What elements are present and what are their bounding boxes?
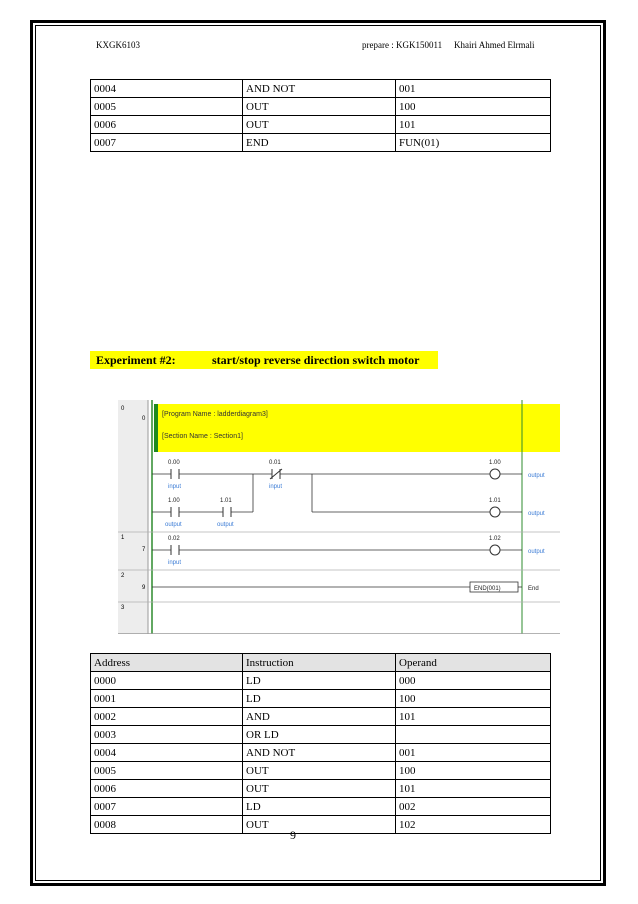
experiment-heading <box>90 351 438 369</box>
column-header-operand: Operand <box>396 654 551 672</box>
table-row <box>91 744 551 762</box>
contact-address: 1.00 <box>168 498 180 504</box>
contact-address: 0.01 <box>269 460 281 466</box>
coil-comment: output <box>528 549 545 555</box>
table-row <box>91 80 551 98</box>
rung-number-column <box>118 400 148 634</box>
coil-comment: output <box>528 473 545 479</box>
instruction-cell: OUT <box>243 116 396 134</box>
column-header-instruction: Instruction <box>243 654 396 672</box>
operand-cell: 100 <box>396 690 551 708</box>
step-number: 0 <box>142 416 146 422</box>
coil-1-02 <box>490 545 500 555</box>
instruction-cell: LD <box>243 690 396 708</box>
operand-cell: 102 <box>396 816 551 834</box>
address-cell: 0000 <box>91 672 243 690</box>
instruction-cell: AND NOT <box>243 744 396 762</box>
header-course: KXGK6103 <box>96 40 140 50</box>
operand-cell: 100 <box>396 98 551 116</box>
table-row <box>91 780 551 798</box>
operand-cell: 001 <box>396 744 551 762</box>
table-row <box>91 762 551 780</box>
contact-comment: output <box>165 522 182 528</box>
contact-comment: output <box>217 522 234 528</box>
instruction-cell: OUT <box>243 816 396 834</box>
operand-cell: 001 <box>396 80 551 98</box>
operand-cell: 002 <box>396 798 551 816</box>
address-cell: 0008 <box>91 816 243 834</box>
coil-address: 1.01 <box>489 498 501 504</box>
operand-cell: 101 <box>396 708 551 726</box>
address-cell: 0006 <box>91 116 243 134</box>
contact-address: 0.02 <box>168 536 180 542</box>
instruction-cell: LD <box>243 798 396 816</box>
table-row <box>91 708 551 726</box>
table-row <box>91 690 551 708</box>
operand-cell: 100 <box>396 762 551 780</box>
address-cell: 0007 <box>91 798 243 816</box>
operand-cell: 101 <box>396 116 551 134</box>
instruction-cell: OUT <box>243 780 396 798</box>
table-row <box>91 116 551 134</box>
contact-comment: input <box>269 484 283 490</box>
end-instruction: END(001) <box>474 586 501 592</box>
address-cell: 0005 <box>91 762 243 780</box>
address-cell: 0005 <box>91 98 243 116</box>
coil-1-00 <box>490 469 500 479</box>
coil-comment: output <box>528 511 545 517</box>
program-header-marker <box>154 404 158 452</box>
address-cell: 0006 <box>91 780 243 798</box>
program-name: [Program Name : ladderdiagram3] <box>162 411 268 418</box>
experiment-label: Experiment #2: <box>96 353 176 367</box>
end-comment: End <box>528 586 539 592</box>
contact-comment: input <box>168 484 182 490</box>
table-row <box>91 816 551 834</box>
coil-address: 1.00 <box>489 460 501 466</box>
address-cell: 0002 <box>91 708 243 726</box>
step-number: 7 <box>142 547 146 553</box>
table-header-row <box>91 654 551 672</box>
coil-address: 1.02 <box>489 536 501 542</box>
address-cell: 0007 <box>91 134 243 152</box>
table-row <box>91 672 551 690</box>
table-row <box>91 98 551 116</box>
instruction-cell: OR LD <box>243 726 396 744</box>
section-name: [Section Name : Section1] <box>162 433 243 440</box>
operand-cell <box>396 726 551 744</box>
rung-number: 1 <box>121 535 125 541</box>
contact-address: 1.01 <box>220 498 232 504</box>
ladder-diagram <box>118 400 560 634</box>
contact-address: 0.00 <box>168 460 180 466</box>
address-cell: 0001 <box>91 690 243 708</box>
instruction-table <box>90 653 551 834</box>
operand-cell: 101 <box>396 780 551 798</box>
rung-number: 3 <box>121 605 125 611</box>
column-header-address: Address <box>91 654 243 672</box>
page-number: 9 <box>290 828 296 842</box>
coil-1-01 <box>490 507 500 517</box>
instruction-cell: OUT <box>243 98 396 116</box>
operand-cell: 000 <box>396 672 551 690</box>
instruction-cell: LD <box>243 672 396 690</box>
header-author: Khairi Ahmed Elrmali <box>454 40 535 50</box>
instruction-cell: OUT <box>243 762 396 780</box>
instruction-table-continued <box>90 79 551 152</box>
address-cell: 0003 <box>91 726 243 744</box>
operand-cell: FUN(01) <box>396 134 551 152</box>
header-prepared-by: prepare : KGK150011 <box>362 40 443 50</box>
instruction-cell: AND <box>243 708 396 726</box>
experiment-title: start/stop reverse direction switch motor <box>212 353 420 367</box>
table-row <box>91 134 551 152</box>
instruction-cell: AND NOT <box>243 80 396 98</box>
address-cell: 0004 <box>91 744 243 762</box>
step-number: 9 <box>142 585 146 591</box>
rung-number: 2 <box>121 573 125 579</box>
instruction-cell: END <box>243 134 396 152</box>
address-cell: 0004 <box>91 80 243 98</box>
rung-number: 0 <box>121 406 125 412</box>
table-row <box>91 798 551 816</box>
table-row <box>91 726 551 744</box>
contact-comment: input <box>168 560 182 566</box>
